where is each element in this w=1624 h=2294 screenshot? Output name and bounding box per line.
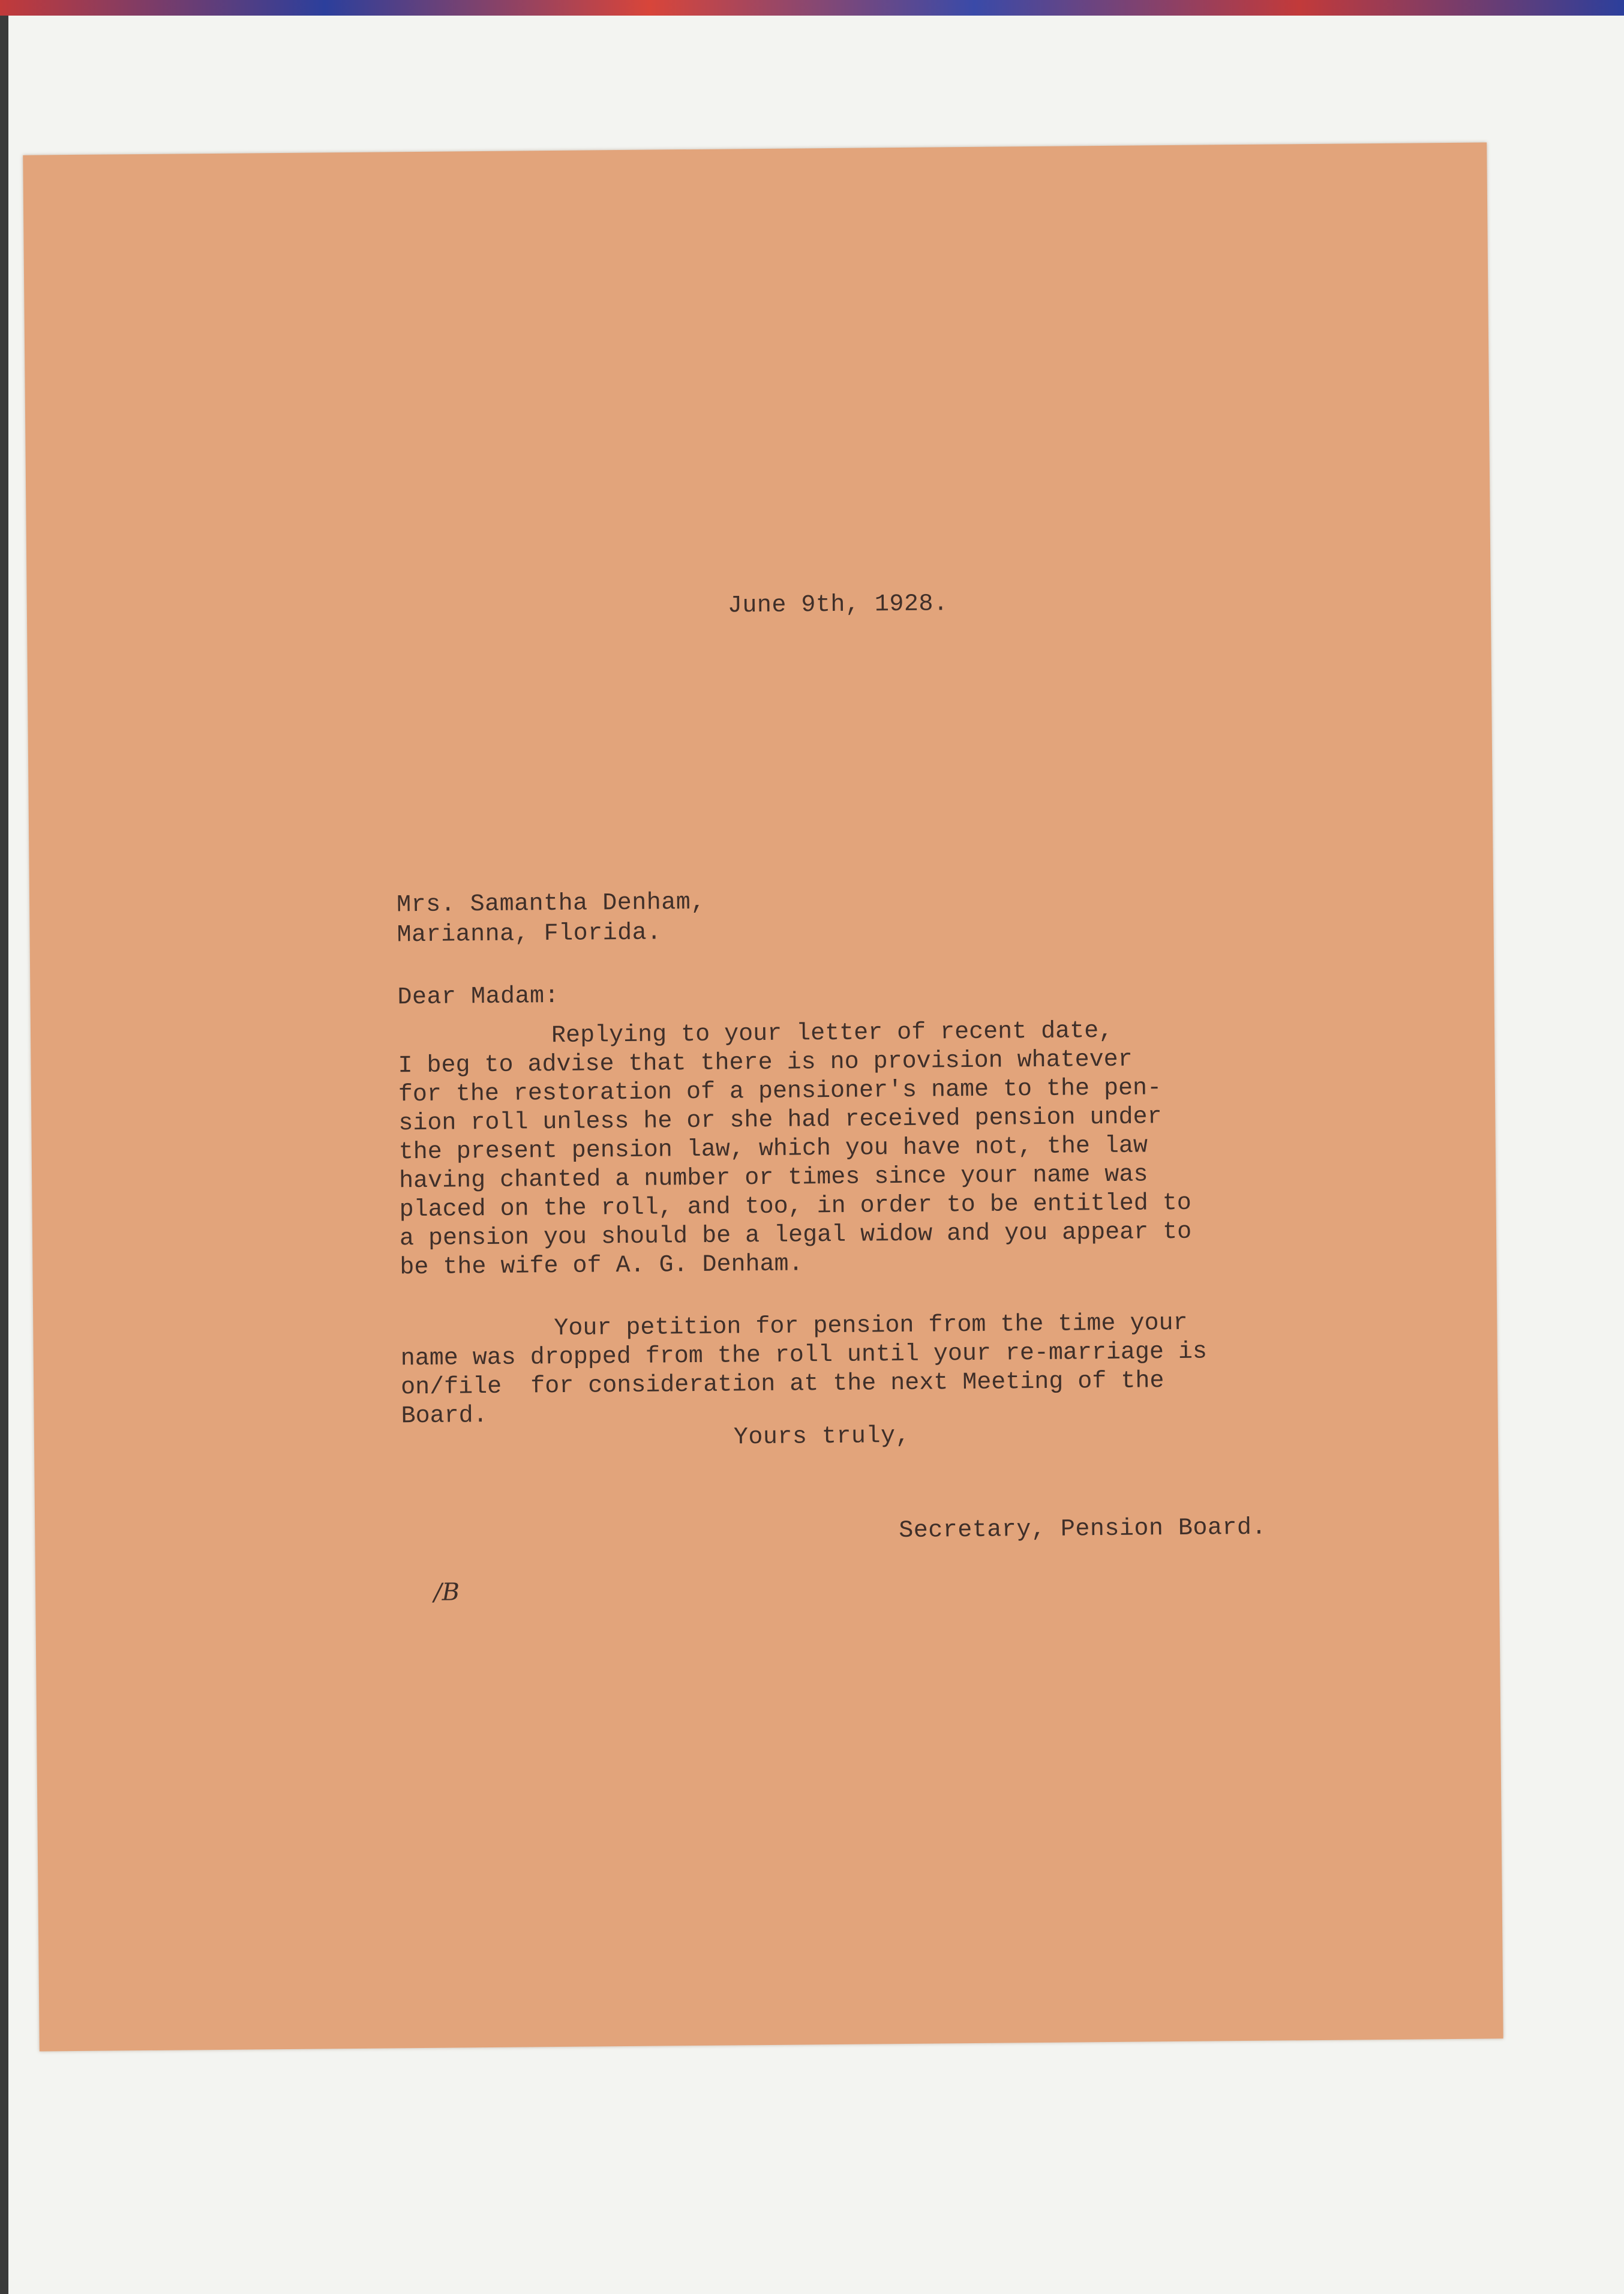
recipient-name: Mrs. Samantha Denham,: [396, 889, 706, 919]
body-line: Replying to your letter of recent date,: [551, 1017, 1113, 1050]
letter-sheet: [23, 142, 1503, 2051]
typist-initials: /B: [433, 1578, 460, 1606]
scanner-edge-left: [0, 16, 8, 2294]
body-paragraph-1: [398, 1016, 1192, 1283]
body-line: having chanted a number or times since your name was: [399, 1161, 1148, 1195]
closing: Yours truly,: [733, 1422, 911, 1452]
body-line: the present pension law, which you have not, the law: [398, 1132, 1148, 1167]
salutation: Dear Madam:: [397, 982, 560, 1012]
body-line: a pension you should be a legal widow and you appear to: [399, 1218, 1192, 1253]
body-paragraph-2: [400, 1309, 1208, 1432]
body-line: placed on the roll, and too, in order to be entitled to: [399, 1189, 1191, 1224]
body-line: sion roll unless he or she had received pension under: [398, 1103, 1162, 1138]
body-line: for the restoration of a pensioner's name to the pen-: [398, 1075, 1162, 1109]
recipient-location: Marianna, Florida.: [397, 919, 662, 949]
body-line: name was dropped from the roll until your re-marriage is: [400, 1338, 1208, 1373]
body-line: Board.: [401, 1402, 488, 1431]
letter-date: June 9th, 1928.: [727, 590, 948, 620]
scanner-edge-top: [0, 0, 1624, 16]
body-line: on/file for consideration at the next Meeting of the: [401, 1368, 1164, 1402]
signature-title: Secretary, Pension Board.: [899, 1514, 1267, 1545]
body-line: Your petition for pension from the time your: [554, 1309, 1188, 1343]
body-line: be the wife of A. G. Denham.: [400, 1251, 803, 1282]
body-line: I beg to advise that there is no provision whatever: [398, 1046, 1133, 1080]
